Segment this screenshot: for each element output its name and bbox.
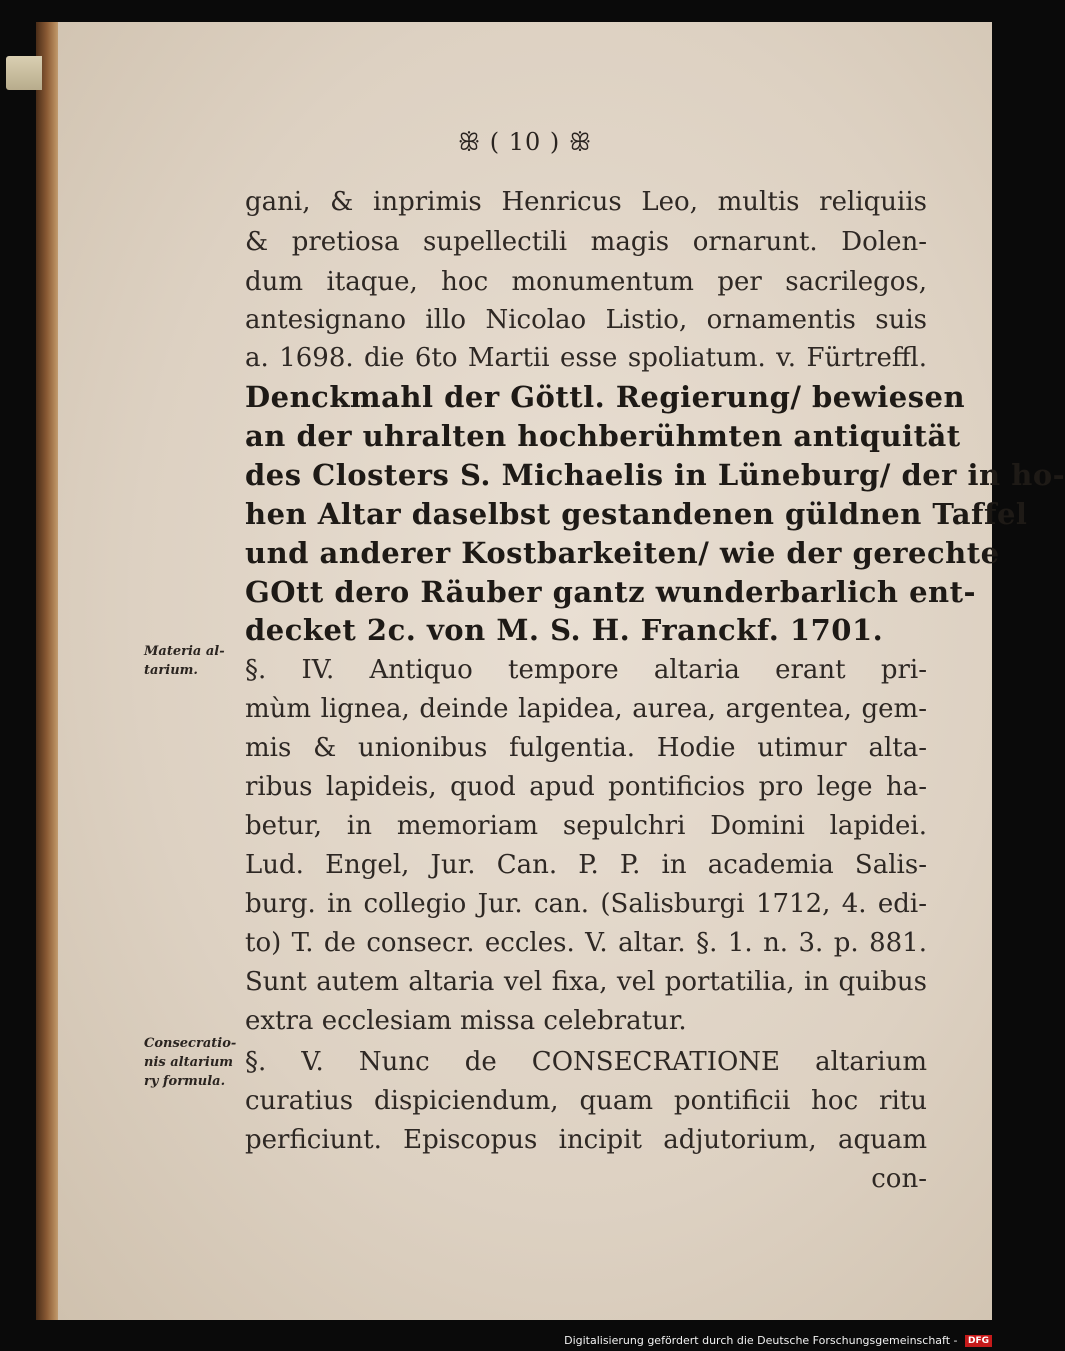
text-line: curatius dispiciendum, quam pontificii hoc ritu	[245, 1086, 927, 1116]
text-line-blackletter: des Closters S. Michaelis in Lüneburg/ der in ho-	[245, 458, 1065, 492]
book-spine-edge	[36, 22, 60, 1320]
credit-text: Digitalisierung gefördert durch die Deutsche Forschungsgemeinschaft -	[564, 1334, 958, 1347]
margin-note-line: Materia al-	[144, 644, 225, 659]
margin-note-consecratio	[144, 1034, 244, 1091]
text-line: to) T. de consecr. eccles. V. altar. §. 1. n. 3. p. 881.	[245, 928, 927, 958]
dfg-logo-icon: DFG	[965, 1335, 992, 1347]
section-iv-first-line: §. IV. Antiquo tempore altaria erant pri-	[245, 655, 927, 685]
text-line: & pretiosa supellectili magis ornarunt. Dolen-	[245, 227, 927, 257]
text-line: extra ecclesiam missa celebratur.	[245, 1006, 687, 1036]
text-line: Sunt autem altaria vel fixa, vel portatilia, in quibus	[245, 967, 927, 997]
scanned-page	[58, 22, 1065, 1320]
digitization-credit	[564, 1334, 992, 1348]
bookmark-tab	[6, 56, 42, 90]
text-line: betur, in memoriam sepulchri Domini lapidei.	[245, 811, 927, 841]
margin-note-line: nis altarium	[144, 1055, 234, 1070]
text-line-blackletter: Denckmahl der Göttl. Regierung/ bewiesen	[245, 380, 966, 414]
text-line-blackletter: und anderer Kostbarkeiten/ wie der gerechte	[245, 536, 1000, 570]
text-line: mùm lignea, deinde lapidea, aurea, argentea, gem-	[245, 694, 927, 724]
text-line: dum itaque, hoc monumentum per sacrilegos,	[245, 267, 927, 297]
catchword: con-	[871, 1164, 927, 1194]
margin-note-line: ry formula.	[144, 1074, 226, 1089]
text-line-blackletter: decket 2c. von M. S. H. Franckf. 1701.	[245, 613, 884, 647]
text-line-blackletter: GOtt dero Räuber gantz wunderbarlich ent-	[245, 575, 977, 609]
text-line-blackletter: hen Altar daselbst gestandenen güldnen Taffel	[245, 497, 1028, 531]
text-line: perficiunt. Episcopus incipit adjutorium, aquam	[245, 1125, 927, 1155]
page-number-header: ꕥ ( 10 ) ꕥ	[457, 128, 593, 156]
text-line: gani, & inprimis Henricus Leo, multis reliquiis	[245, 187, 927, 217]
text-line: ribus lapideis, quod apud pontificios pro lege ha-	[245, 772, 927, 802]
margin-note-line: Consecratio-	[144, 1036, 237, 1051]
text-line-blackletter: an der uhralten hochberühmten antiquität	[245, 419, 961, 453]
text-line: antesignano illo Nicolao Listio, ornamentis suis	[245, 305, 927, 335]
text-line: Lud. Engel, Jur. Can. P. P. in academia Salis-	[245, 850, 927, 880]
margin-note-materia	[144, 642, 244, 680]
margin-note-line: tarium.	[144, 663, 198, 678]
text-line: a. 1698. die 6to Martii esse spoliatum. v. Fürtreffl.	[245, 343, 927, 373]
text-line: burg. in collegio Jur. can. (Salisburgi 1712, 4. edi-	[245, 889, 927, 919]
section-v-first-line: §. V. Nunc de CONSECRATIONE altarium	[245, 1047, 927, 1077]
text-line: mis & unionibus fulgentia. Hodie utimur alta-	[245, 733, 927, 763]
